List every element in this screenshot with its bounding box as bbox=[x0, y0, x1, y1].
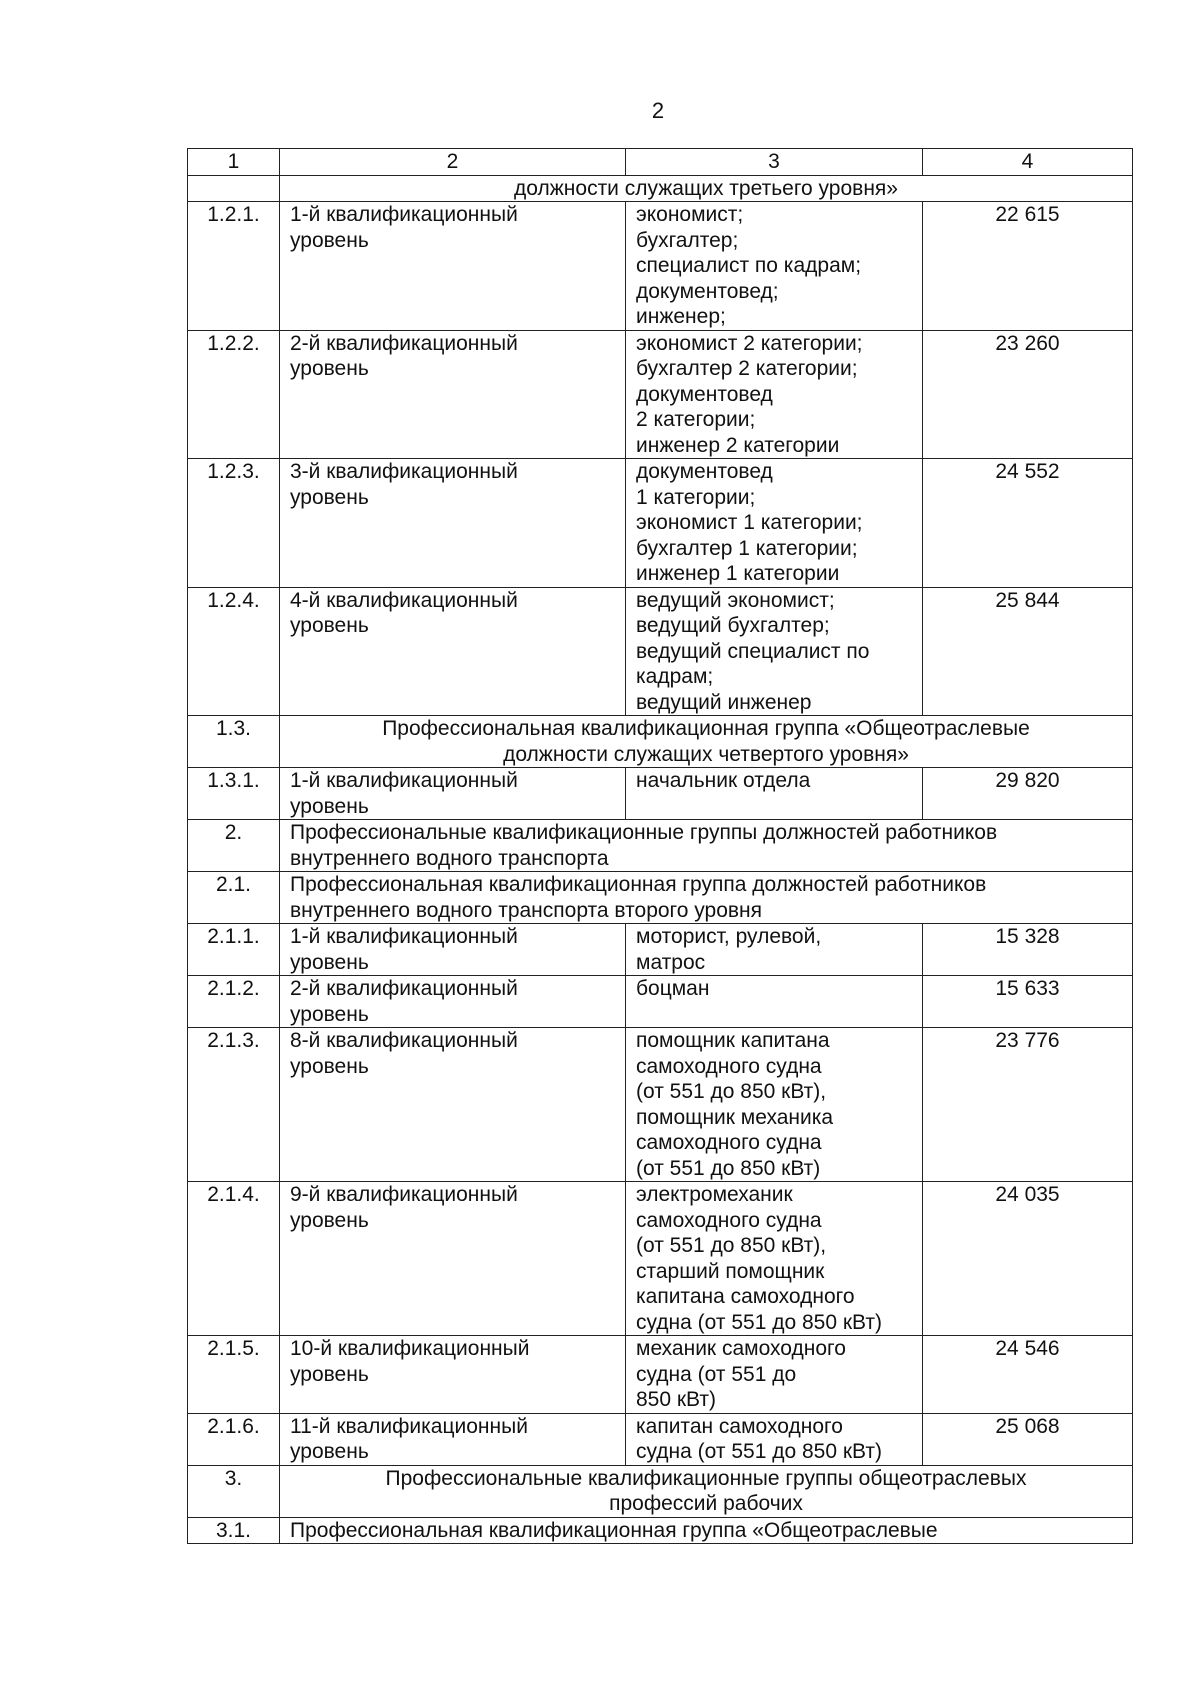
salary-value: 23 776 bbox=[923, 1028, 1133, 1182]
salary-value: 15 633 bbox=[923, 976, 1133, 1028]
table-section-row bbox=[188, 716, 1133, 768]
row-number: 1.3. bbox=[188, 716, 280, 768]
row-number: 1.2.2. bbox=[188, 330, 280, 459]
section-title: Профессиональная квалификационная группа должностей работников внутреннего водного транспорта второго уровня bbox=[280, 872, 1133, 924]
header-cell-4: 4 bbox=[923, 149, 1133, 176]
table-body bbox=[188, 149, 1133, 1544]
qualification-level: 2-й квалификационный уровень bbox=[280, 330, 626, 459]
qualification-level: 4-й квалификационный уровень bbox=[280, 587, 626, 716]
row-number: 2.1. bbox=[188, 872, 280, 924]
positions-list: экономист 2 категории; бухгалтер 2 категории; документовед 2 категории; инженер 2 категории bbox=[626, 330, 923, 459]
row-number: 1.2.3. bbox=[188, 459, 280, 588]
qualification-level: 2-й квалификационный уровень bbox=[280, 976, 626, 1028]
table-section-row bbox=[188, 1517, 1133, 1544]
row-number: 2.1.3. bbox=[188, 1028, 280, 1182]
salary-value: 15 328 bbox=[923, 924, 1133, 976]
salary-value: 25 068 bbox=[923, 1413, 1133, 1465]
table-row bbox=[188, 202, 1133, 331]
qualification-level: 3-й квалификационный уровень bbox=[280, 459, 626, 588]
qualification-level: 11-й квалификационный уровень bbox=[280, 1413, 626, 1465]
positions-list: экономист; бухгалтер; специалист по кадрам; документовед; инженер; bbox=[626, 202, 923, 331]
table-section-row bbox=[188, 820, 1133, 872]
section-title: Профессиональная квалификационная группа «Общеотраслевые bbox=[280, 1517, 1133, 1544]
positions-list: капитан самоходного судна (от 551 до 850 кВт) bbox=[626, 1413, 923, 1465]
table-row bbox=[188, 976, 1133, 1028]
table-section-row bbox=[188, 1465, 1133, 1517]
salary-value: 25 844 bbox=[923, 587, 1133, 716]
salary-table bbox=[187, 148, 1133, 1544]
positions-list: ведущий экономист; ведущий бухгалтер; ведущий специалист по кадрам; ведущий инженер bbox=[626, 587, 923, 716]
positions-list: боцман bbox=[626, 976, 923, 1028]
qualification-level: 1-й квалификационный уровень bbox=[280, 202, 626, 331]
header-cell-3: 3 bbox=[626, 149, 923, 176]
section-title: должности служащих третьего уровня» bbox=[280, 175, 1133, 202]
section-title: Профессиональные квалификационные группы общеотраслевых профессий рабочих bbox=[280, 1465, 1133, 1517]
positions-list: документовед 1 категории; экономист 1 категории; бухгалтер 1 категории; инженер 1 категории bbox=[626, 459, 923, 588]
qualification-level: 8-й квалификационный уровень bbox=[280, 1028, 626, 1182]
salary-value: 29 820 bbox=[923, 768, 1133, 820]
table-row bbox=[188, 1182, 1133, 1336]
salary-value: 24 546 bbox=[923, 1336, 1133, 1414]
table-row bbox=[188, 459, 1133, 588]
header-cell-2: 2 bbox=[280, 149, 626, 176]
qualification-level: 10-й квалификационный уровень bbox=[280, 1336, 626, 1414]
row-number: 2.1.1. bbox=[188, 924, 280, 976]
row-number: 2.1.5. bbox=[188, 1336, 280, 1414]
table-row bbox=[188, 1028, 1133, 1182]
row-number: 2.1.2. bbox=[188, 976, 280, 1028]
table-row bbox=[188, 924, 1133, 976]
row-number: 1.3.1. bbox=[188, 768, 280, 820]
row-number: 1.2.4. bbox=[188, 587, 280, 716]
table-header-row bbox=[188, 149, 1133, 176]
row-number: 2.1.4. bbox=[188, 1182, 280, 1336]
table-section-row bbox=[188, 872, 1133, 924]
section-title: Профессиональные квалификационные группы должностей работников внутреннего водного транспорта bbox=[280, 820, 1133, 872]
table-row bbox=[188, 768, 1133, 820]
table-row bbox=[188, 587, 1133, 716]
row-number: 1.2.1. bbox=[188, 202, 280, 331]
positions-list: моторист, рулевой, матрос bbox=[626, 924, 923, 976]
row-number: 2. bbox=[188, 820, 280, 872]
salary-value: 23 260 bbox=[923, 330, 1133, 459]
row-number bbox=[188, 175, 280, 202]
qualification-level: 9-й квалификационный уровень bbox=[280, 1182, 626, 1336]
table-row bbox=[188, 1336, 1133, 1414]
table-row bbox=[188, 1413, 1133, 1465]
row-number: 3.1. bbox=[188, 1517, 280, 1544]
row-number: 2.1.6. bbox=[188, 1413, 280, 1465]
table-row bbox=[188, 330, 1133, 459]
salary-value: 24 552 bbox=[923, 459, 1133, 588]
header-cell-1: 1 bbox=[188, 149, 280, 176]
qualification-level: 1-й квалификационный уровень bbox=[280, 924, 626, 976]
section-title: Профессиональная квалификационная группа «Общеотраслевые должности служащих четвертого уровня» bbox=[280, 716, 1133, 768]
positions-list: электромеханик самоходного судна (от 551 до 850 кВт), старший помощник капитана самоходного судна (от 551 до 850 кВт) bbox=[626, 1182, 923, 1336]
page-number: 2 bbox=[651, 98, 665, 123]
salary-value: 22 615 bbox=[923, 202, 1133, 331]
salary-value: 24 035 bbox=[923, 1182, 1133, 1336]
qualification-level: 1-й квалификационный уровень bbox=[280, 768, 626, 820]
row-number: 3. bbox=[188, 1465, 280, 1517]
table-section-row bbox=[188, 175, 1133, 202]
positions-list: механик самоходного судна (от 551 до 850 кВт) bbox=[626, 1336, 923, 1414]
positions-list: помощник капитана самоходного судна (от 551 до 850 кВт), помощник механика самоходного судна (от 551 до 850 кВт) bbox=[626, 1028, 923, 1182]
positions-list: начальник отдела bbox=[626, 768, 923, 820]
